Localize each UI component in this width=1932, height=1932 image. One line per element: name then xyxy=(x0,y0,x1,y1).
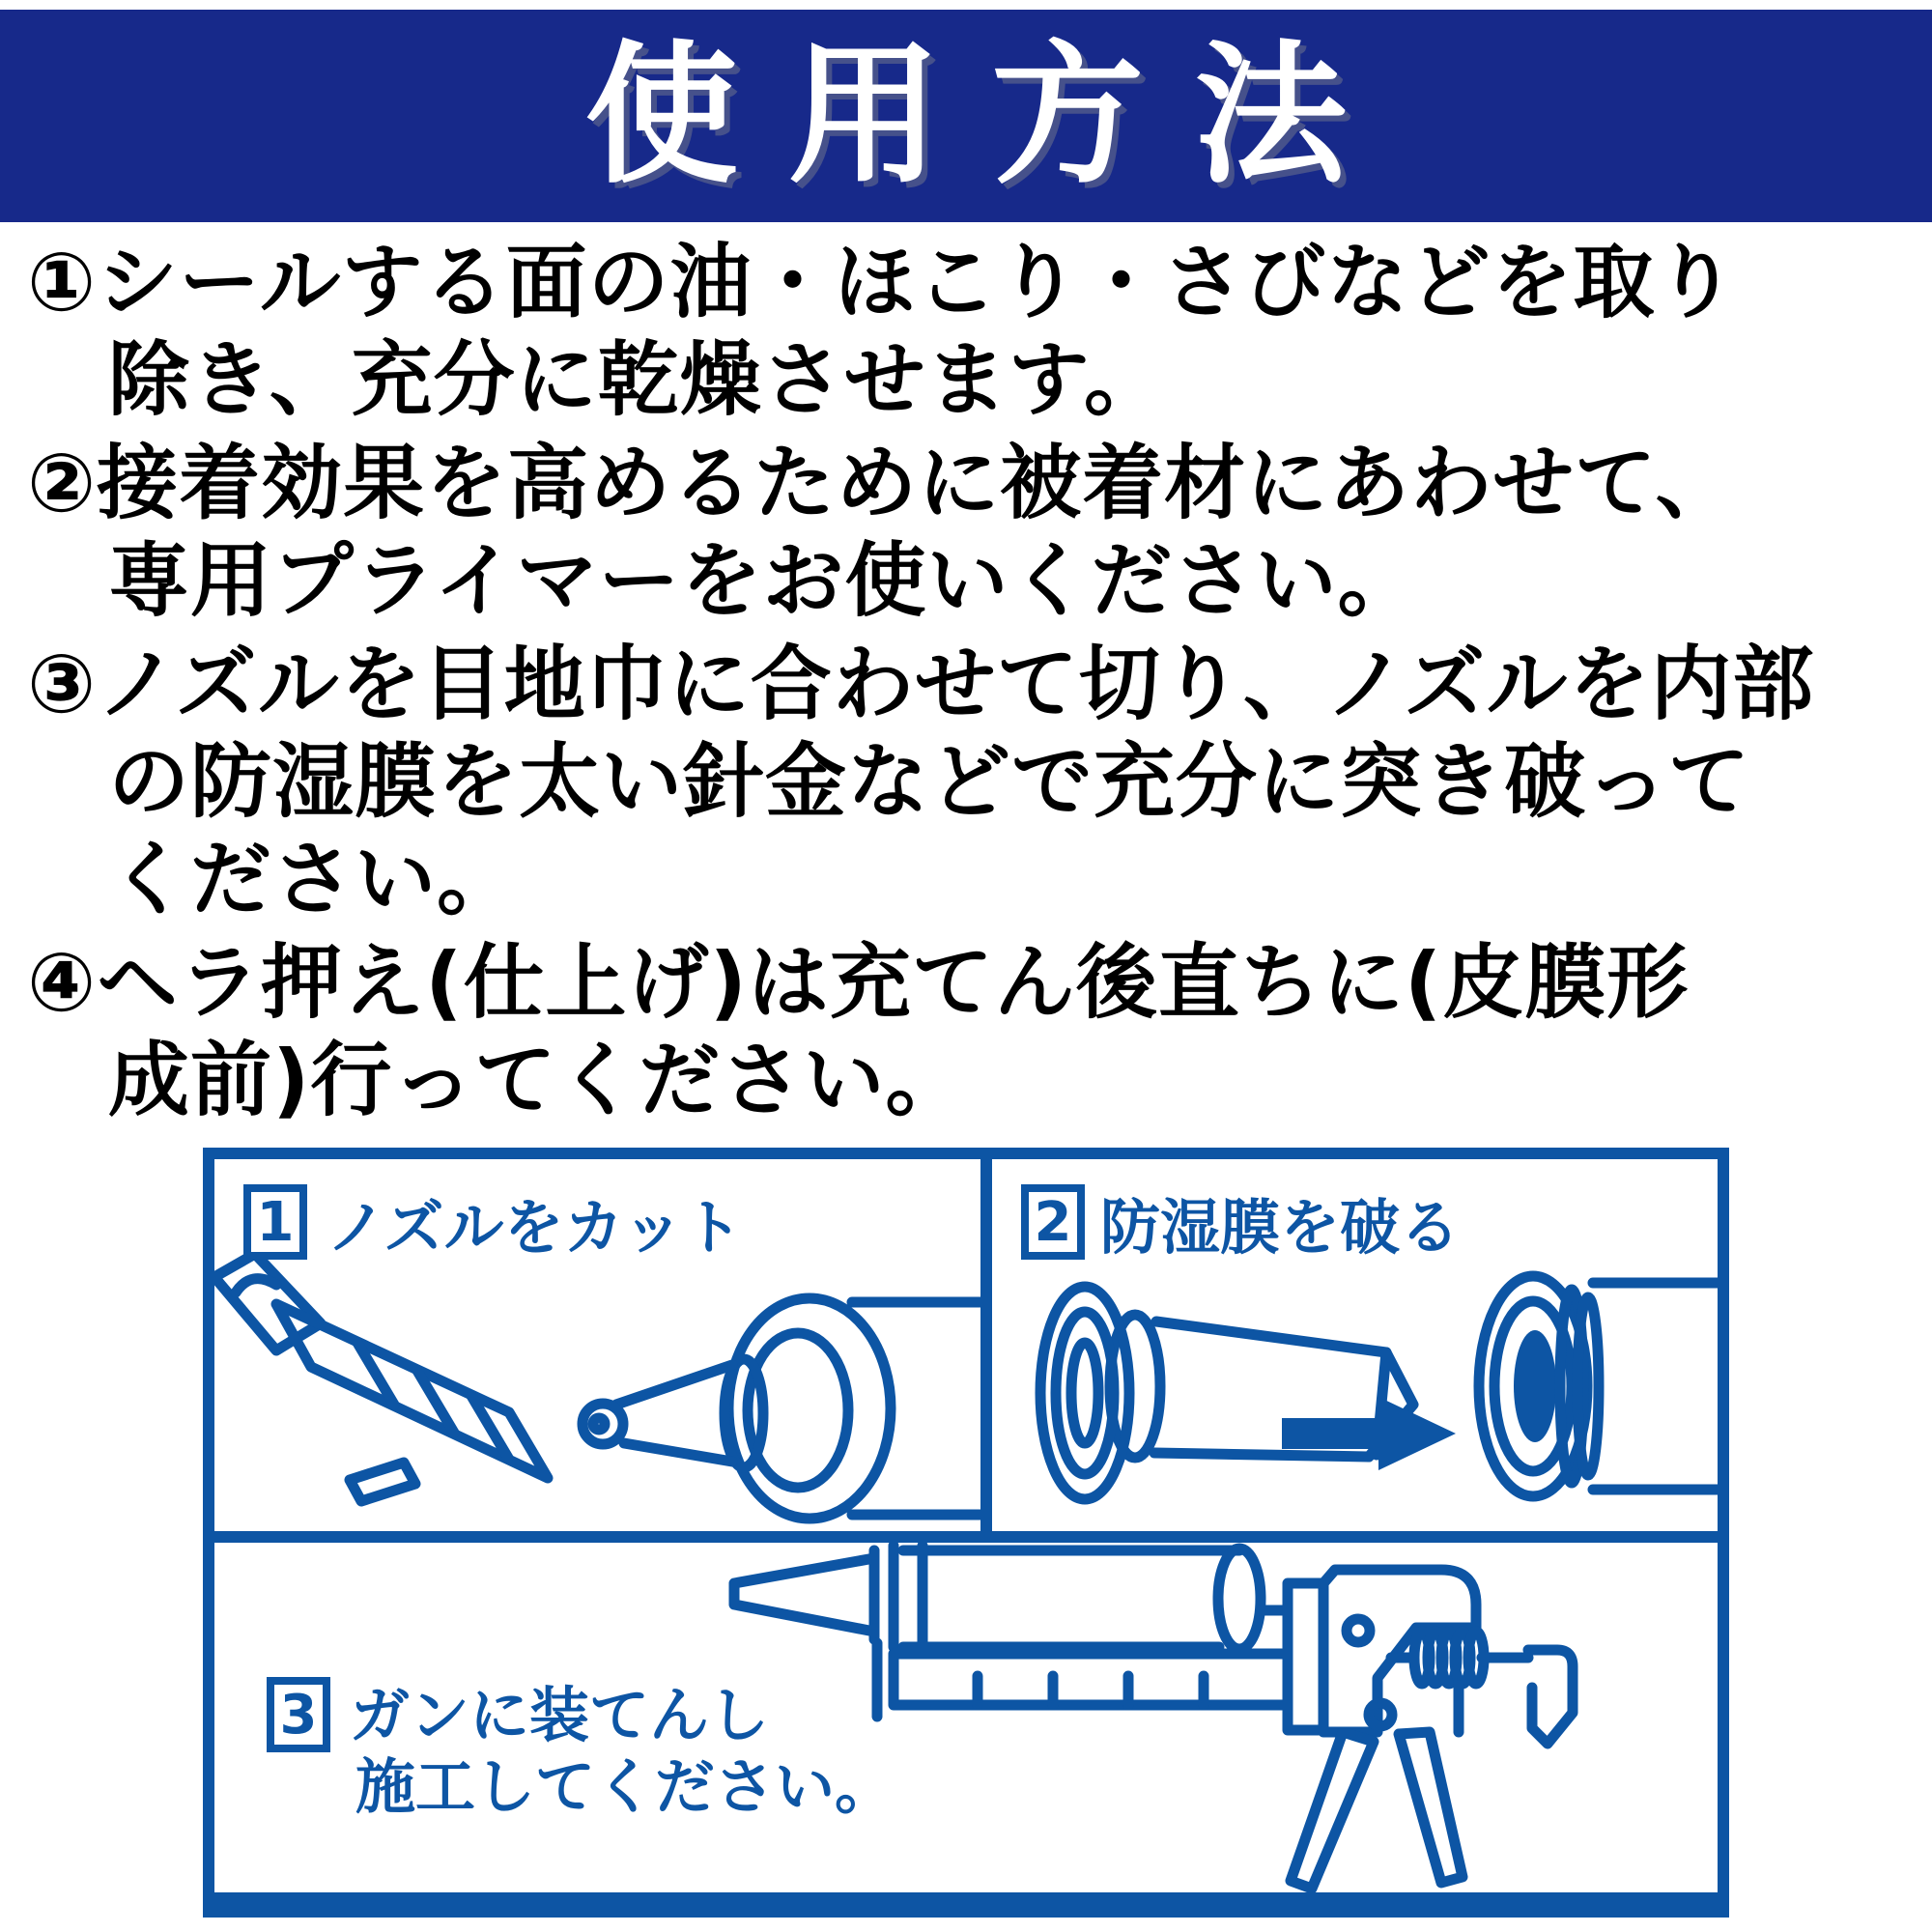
step-badge-1: 1 xyxy=(243,1184,307,1260)
step-badge-2: 2 xyxy=(1021,1184,1085,1260)
panel-membrane-pierce xyxy=(992,1159,1718,1531)
panel-label-1: ノズルをカット xyxy=(327,1192,743,1263)
gun-handle-illustration xyxy=(1291,1732,1463,1889)
gun-spring-illustration xyxy=(1391,1632,1528,1684)
cut-chip-icon xyxy=(350,1463,415,1501)
instruction-line: ③ノズルを目地巾に合わせて切り、ノズルを内部 xyxy=(27,637,1815,731)
header-bar xyxy=(0,10,1932,222)
panel-label-line: ガンに装てんし xyxy=(350,1680,770,1750)
gun-nozzle-illustration xyxy=(734,1550,874,1639)
panel-label-line: 施工してください。 xyxy=(355,1751,895,1823)
panel-nozzle-cut xyxy=(214,1159,992,1531)
instruction-line: ①シールする面の油・ほこり・さびなどを取り xyxy=(27,235,1738,329)
instruction-item-4 xyxy=(27,934,1905,1129)
step-badge-3: 3 xyxy=(267,1677,330,1752)
cut-nozzle-illustration xyxy=(1040,1287,1413,1499)
instruction-line: 除き、充分に乾燥させます。 xyxy=(108,332,1166,427)
nozzle-illustration xyxy=(582,1365,732,1462)
instruction-line: ②接着効果を高めるために被着材にあわせて、 xyxy=(27,436,1738,530)
instructions-list xyxy=(27,234,1905,1135)
instruction-item-2 xyxy=(27,435,1905,630)
diagram-top-row xyxy=(214,1159,1718,1543)
instruction-line: ④ヘラ押え(仕上げ)は充てん後直ちに(皮膜形 xyxy=(27,935,1690,1030)
utility-knife-icon xyxy=(214,1254,548,1501)
instruction-item-1 xyxy=(27,234,1905,429)
page-title: 使用方法 xyxy=(584,27,1398,205)
gun-hook-illustration xyxy=(1459,1650,1573,1744)
gun-cradle-illustration xyxy=(877,1643,1288,1717)
cartridge-membrane-illustration xyxy=(1479,1276,1718,1496)
diagram-box xyxy=(203,1148,1729,1918)
instruction-line: の防湿膜を太い針金などで充分に突き破って xyxy=(108,734,1751,829)
instruction-item-3 xyxy=(27,636,1905,928)
panel-load-gun xyxy=(214,1543,1718,1892)
instruction-line: 専用プライマーをお使いください。 xyxy=(108,533,1420,628)
panel-label-3 xyxy=(350,1680,895,1824)
panel-label-2: 防湿膜を破る xyxy=(1100,1192,1461,1263)
instruction-line: 成前)行ってください。 xyxy=(108,1033,968,1127)
cartridge-illustration xyxy=(724,1298,980,1519)
membrane-icon xyxy=(1514,1330,1556,1442)
instruction-line: ください。 xyxy=(108,832,520,926)
gun-cartridge-illustration xyxy=(894,1546,1288,1649)
